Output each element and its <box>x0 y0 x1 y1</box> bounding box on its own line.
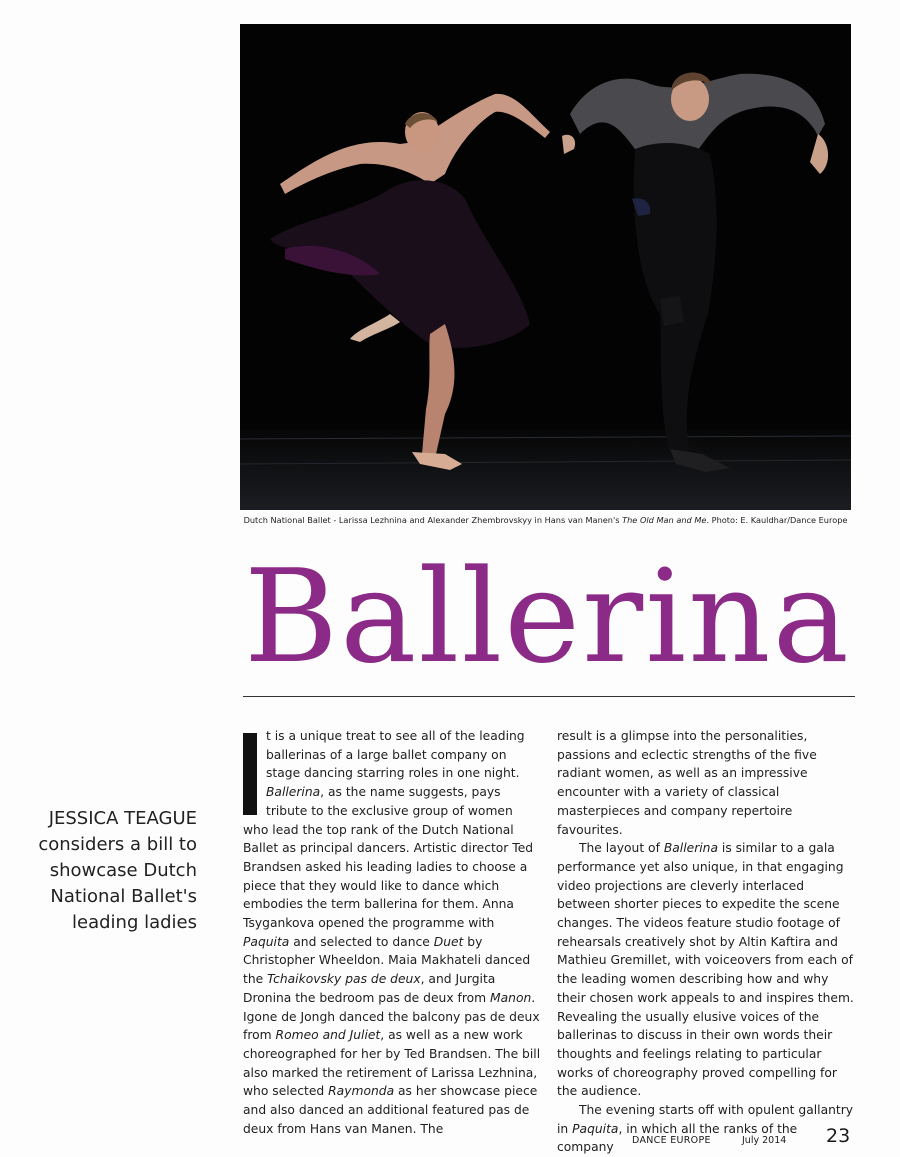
article-headline: Ballerina <box>244 543 851 692</box>
caption-main: Dutch National Ballet - Larissa Lezhnina and Alexander Zhembrovskyy in Hans van Manen's <box>243 515 623 525</box>
standfirst <box>30 806 197 936</box>
drop-cap: I <box>243 733 257 815</box>
caption-credit: . Photo: E. Kauldhar/Dance Europe <box>706 515 848 525</box>
article-column-2 <box>557 727 855 1157</box>
paragraph-4: The evening starts off with opulent gallantry in Paquita, in which all the ranks of the company <box>557 1103 854 1155</box>
standfirst-text: considers a bill to showcase Dutch National Ballet's leading ladies <box>38 834 197 933</box>
photo-caption <box>240 515 851 525</box>
paragraph-3: The layout of Ballerina is similar to a gala performance yet also unique, in that engaging video projections are cleverly interlaced between shorter pieces to expedite the scene changes. The videos feature studio footage of rehearsals creatively shot by Altin Kaftira and Mathieu Gremillet, with voiceovers from each of the leading women describing how and why their chosen work appeals to and inspires them. Revealing the usually elusive voices of the ballerinas to discuss in their own words their thoughts and feelings relating to particular works of choreography proved compelling for the audience. <box>557 841 854 1099</box>
issue-date: July 2014 <box>742 1135 787 1146</box>
headline-divider <box>243 696 855 697</box>
page-number: 23 <box>826 1125 851 1147</box>
article-photo <box>240 24 851 510</box>
paragraph-2: result is a glimpse into the personalities, passions and eclectic strengths of the five radiant women, as well as an impressive encounter with a variety of classical masterpieces and company repertoire favourites. <box>557 729 817 837</box>
dancers-image <box>240 24 851 510</box>
magazine-name: DANCE EUROPE <box>632 1135 711 1146</box>
caption-work-title: The Old Man and Me <box>622 515 707 525</box>
paragraph-1: I t is a unique treat to see all of the leading ballerinas of a large ballet company on stage dancing starring roles in one night. Ballerina, as the name suggests, pays tribute to the exclusive group of women who lead the top rank of the Dutch National Ballet as principal dancers. Artistic director Ted Brandsen asked his leading ladies to choose a piece that they would like to dance which embodies the term ballerina for them. Anna Tsygankova opened the programme with Paquita and selected to dance Duet by Christopher Wheeldon. Maia Makhateli danced the Tchaikovsky pas de deux, and Jurgita Dronina the bedroom pas de deux from Manon. Igone de Jongh danced the balcony pas de deux from Romeo and Juliet, as well as a new work choreographed for her by Ted Brandsen. The bill also marked the retirement of Larissa Lezhnina, who selected Raymonda as her showcase piece and also danced an additional featured pas de deux from Hans van Manen. The <box>243 729 541 1136</box>
page-footer <box>600 1126 852 1146</box>
article-column-1 <box>243 727 541 1138</box>
author-name: JESSICA TEAGUE <box>48 808 197 829</box>
